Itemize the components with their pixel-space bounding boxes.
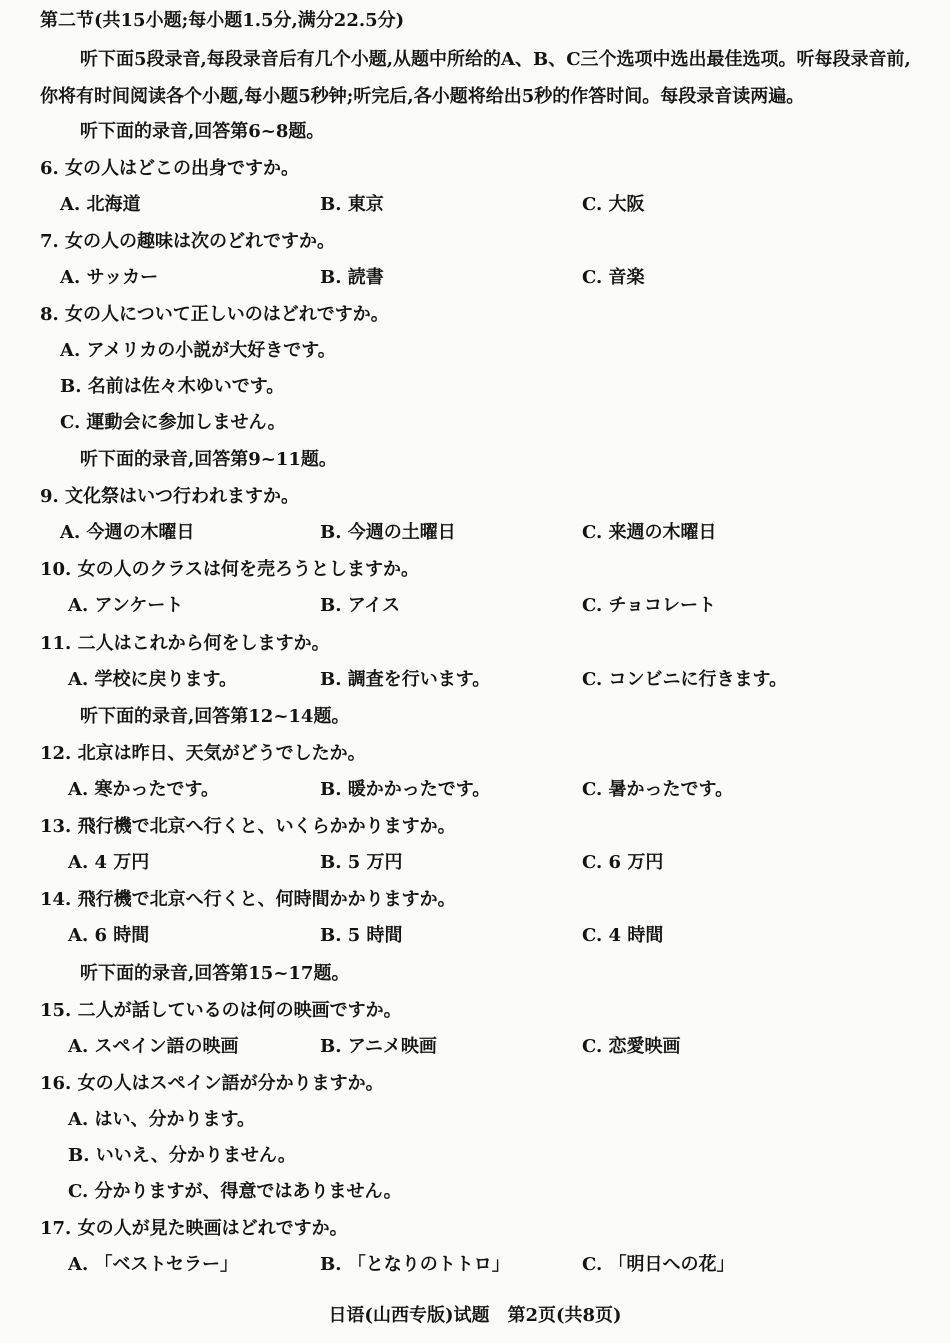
question-6: 6. 女の人はどこの出身ですか。: [40, 158, 300, 179]
question-14-option-c: C. 4 時間: [582, 925, 664, 946]
question-10-option-a: A. アンケート: [68, 595, 184, 616]
question-6-option-c: C. 大阪: [582, 194, 645, 215]
question-12-option-a: A. 寒かったです。: [68, 779, 220, 800]
question-9: 9. 文化祭はいつ行われますか。: [40, 486, 300, 507]
question-9-option-b: B. 今週の土曜日: [320, 522, 456, 543]
question-16-option-a: A. はい、分かります。: [68, 1109, 256, 1130]
question-17: 17. 女の人が見た映画はどれですか。: [40, 1218, 348, 1239]
question-7-option-c: C. 音楽: [582, 267, 645, 288]
question-7-option-a: A. サッカー: [60, 267, 159, 288]
instructions: 听下面5段录音,每段录音后有几个小题,从题中所给的A、B、C三个选项中选出最佳选项。听每段录音前,你将有时间阅读各个小题,每小题5秒钟;听完后,各小题将给出5秒的作答时间。每段录音读两遍。: [40, 49, 911, 107]
question-15-option-a: A. スペイン語の映画: [68, 1036, 239, 1057]
page-footer: 日语(山西专版)试题 第2页(共8页): [328, 1305, 622, 1326]
question-16-option-c: C. 分かりますが、得意ではありません。: [68, 1181, 402, 1202]
question-7: 7. 女の人の趣味は次のどれですか。: [40, 231, 336, 252]
question-10: 10. 女の人のクラスは何を売ろうとしますか。: [40, 559, 420, 580]
question-15-option-c: C. 恋愛映画: [582, 1036, 681, 1057]
question-17-option-c: C. 「明日への花」: [582, 1254, 735, 1275]
question-13: 13. 飛行機で北京へ行くと、いくらかかりますか。: [40, 816, 456, 837]
question-15: 15. 二人が話しているのは何の映画ですか。: [40, 1000, 402, 1021]
group-intro-6-8: 听下面的录音,回答第6~8题。: [80, 121, 325, 142]
question-16: 16. 女の人はスペイン語が分かりますか。: [40, 1073, 384, 1094]
question-10-option-b: B. アイス: [320, 595, 400, 616]
question-15-option-b: B. アニメ映画: [320, 1036, 437, 1057]
question-11-option-c: C. コンビニに行きます。: [582, 669, 788, 690]
question-17-option-b: B. 「となりのトトロ」: [320, 1254, 510, 1275]
group-intro-9-11: 听下面的录音,回答第9~11题。: [80, 449, 337, 470]
question-13-option-c: C. 6 万円: [582, 852, 664, 873]
group-intro-15-17: 听下面的录音,回答第15~17题。: [80, 963, 350, 984]
question-10-option-c: C. チョコレート: [582, 595, 717, 616]
question-7-option-b: B. 読書: [320, 267, 384, 288]
group-intro-12-14: 听下面的录音,回答第12~14题。: [80, 706, 350, 727]
question-13-option-b: B. 5 万円: [320, 852, 403, 873]
question-8: 8. 女の人について正しいのはどれですか。: [40, 304, 389, 325]
question-8-option-a: A. アメリカの小説が大好きです。: [60, 340, 336, 361]
question-8-option-b: B. 名前は佐々木ゆいです。: [60, 376, 285, 397]
question-9-option-c: C. 来週の木曜日: [582, 522, 717, 543]
question-14: 14. 飛行機で北京へ行くと、何時間かかりますか。: [40, 889, 456, 910]
question-13-option-a: A. 4 万円: [68, 852, 150, 873]
question-11-option-b: B. 調査を行います。: [320, 669, 491, 690]
question-11-option-a: A. 学校に戻ります。: [68, 669, 238, 690]
question-11: 11. 二人はこれから何をしますか。: [40, 633, 330, 654]
question-9-option-a: A. 今週の木曜日: [60, 522, 195, 543]
section-title: 第二节(共15小题;每小题1.5分,满分22.5分): [40, 10, 405, 31]
question-12-option-c: C. 暑かったです。: [582, 779, 734, 800]
question-8-option-c: C. 運動会に参加しません。: [60, 412, 286, 433]
question-16-option-b: B. いいえ、分かりません。: [68, 1145, 296, 1166]
question-14-option-b: B. 5 時間: [320, 925, 403, 946]
question-12: 12. 北京は昨日、天気がどうでしたか。: [40, 743, 366, 764]
question-6-option-a: A. 北海道: [60, 194, 141, 215]
question-17-option-a: A. 「ベストセラー」: [68, 1254, 238, 1275]
question-14-option-a: A. 6 時間: [68, 925, 150, 946]
question-12-option-b: B. 暖かかったです。: [320, 779, 491, 800]
question-6-option-b: B. 東京: [320, 194, 384, 215]
